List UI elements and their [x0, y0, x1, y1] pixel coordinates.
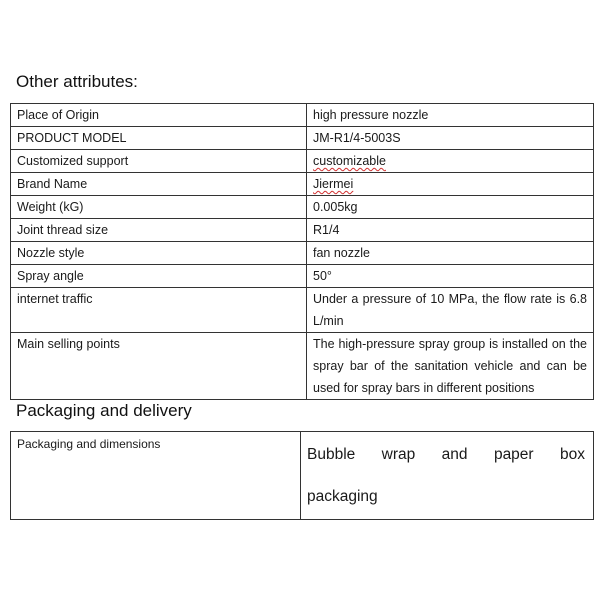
- table-row: [11, 150, 594, 173]
- attributes-table: [10, 103, 594, 400]
- attribute-label: Spray angle: [11, 265, 307, 288]
- packaging-delivery-heading: Packaging and delivery: [16, 401, 192, 420]
- other-attributes-heading: Other attributes:: [16, 72, 138, 91]
- attribute-label: PRODUCT MODEL: [11, 127, 307, 150]
- table-row: [11, 288, 594, 333]
- attribute-value: R1/4: [307, 219, 594, 242]
- attribute-value: high pressure nozzle: [307, 104, 594, 127]
- attribute-value: Under a pressure of 10 MPa, the flow rate is 6.8 L/min: [307, 288, 594, 333]
- table-row: [11, 432, 594, 520]
- packaging-table: [10, 431, 594, 520]
- attribute-label: Nozzle style: [11, 242, 307, 265]
- packaging-label: Packaging and dimensions: [11, 432, 301, 520]
- attribute-value: [307, 150, 594, 173]
- table-row: [11, 173, 594, 196]
- attribute-value: 0.005kg: [307, 196, 594, 219]
- attribute-value: fan nozzle: [307, 242, 594, 265]
- table-row: [11, 196, 594, 219]
- attribute-label: internet traffic: [11, 288, 307, 333]
- attribute-label: Customized support: [11, 150, 307, 173]
- attribute-label: Brand Name: [11, 173, 307, 196]
- attribute-label: Joint thread size: [11, 219, 307, 242]
- attribute-value: The high-pressure spray group is installed on the spray bar of the sanitation vehicle and can be used for spray bars in different positions: [307, 333, 594, 400]
- attribute-label: Place of Origin: [11, 104, 307, 127]
- attribute-label: Main selling points: [11, 333, 307, 400]
- table-row: [11, 265, 594, 288]
- table-row: [11, 333, 594, 400]
- attribute-value-text: Jiermei: [313, 177, 354, 191]
- attribute-value: JM-R1/4-5003S: [307, 127, 594, 150]
- attribute-value: 50°: [307, 265, 594, 288]
- table-row: [11, 242, 594, 265]
- table-row: [11, 104, 594, 127]
- attribute-label: Weight (kG): [11, 196, 307, 219]
- table-row: [11, 219, 594, 242]
- table-row: [11, 127, 594, 150]
- packaging-value: Bubble wrap and paper box packaging: [301, 432, 594, 520]
- attribute-value-text: customizable: [313, 154, 386, 168]
- attribute-value: [307, 173, 594, 196]
